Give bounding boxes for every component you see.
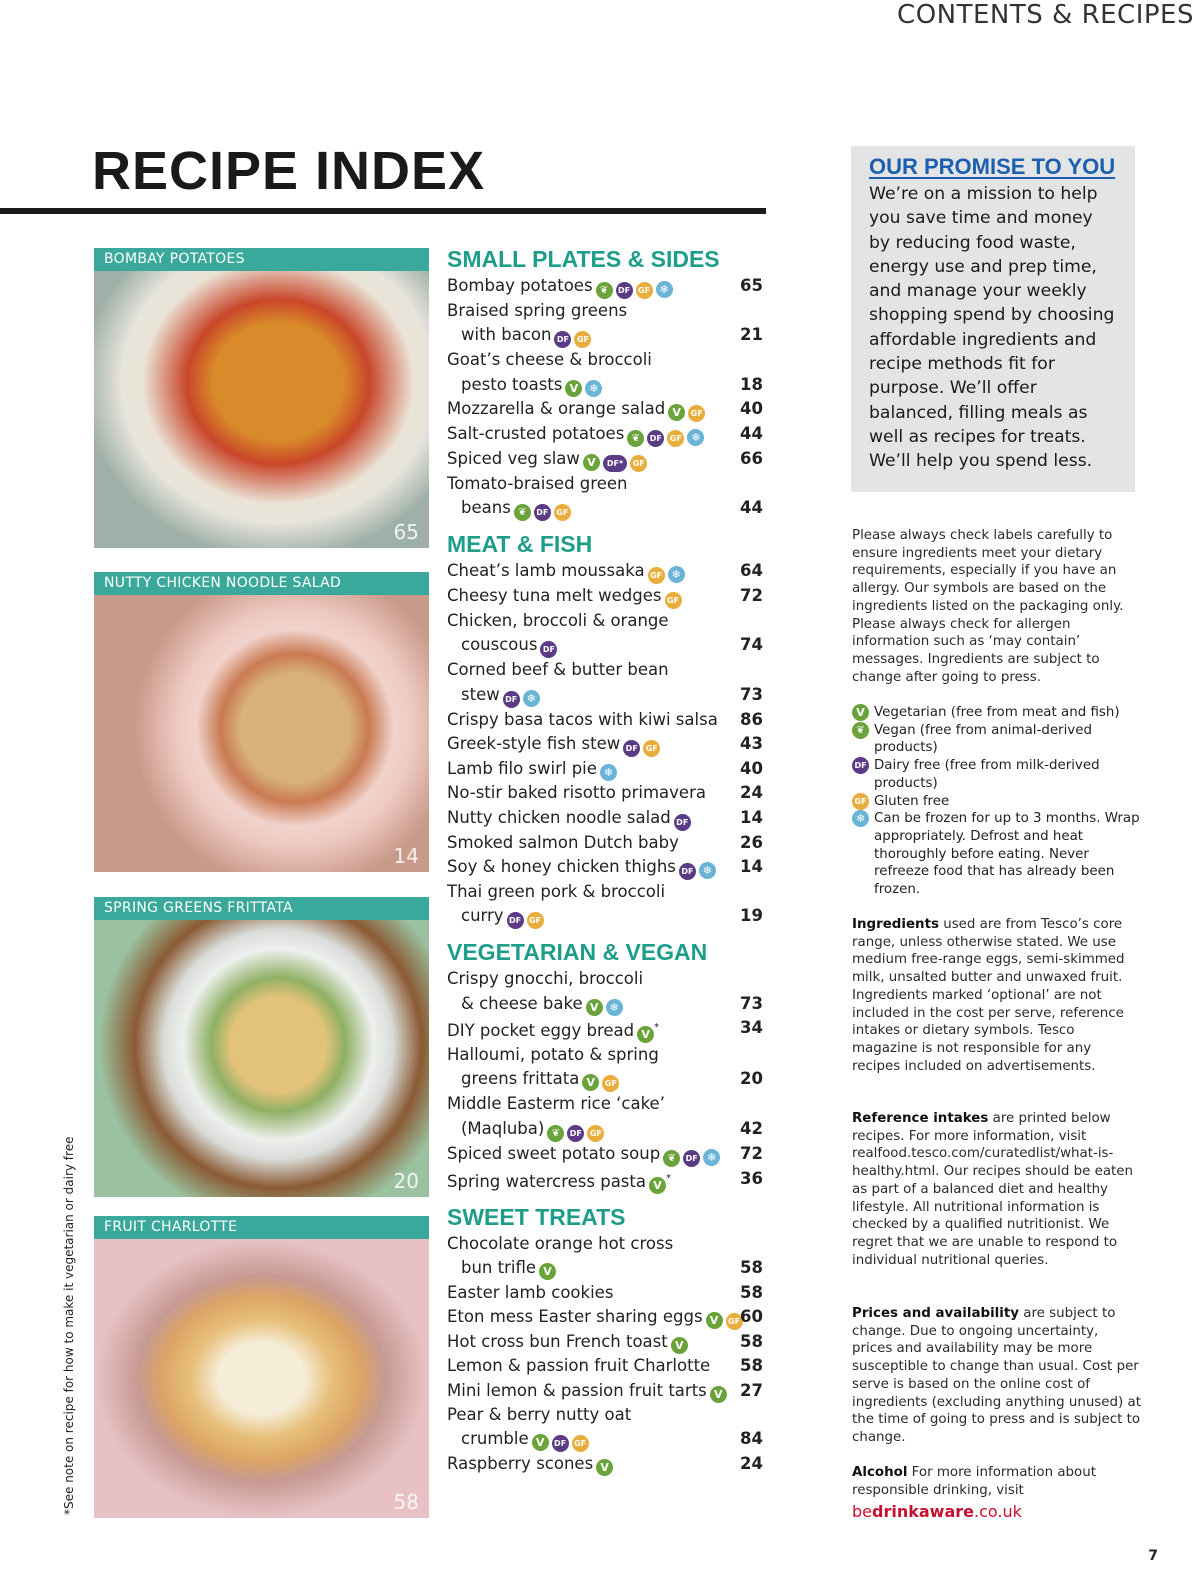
gluten-free-icon: GF (602, 1075, 619, 1092)
recipe-name: No-stir baked risotto primavera (447, 783, 706, 803)
recipe-name: Middle Easterm rice ‘cake’ (447, 1094, 665, 1114)
legend-text: Dairy free (free from milk-derived products) (874, 758, 1100, 791)
dairy-free-icon: DF (534, 504, 551, 521)
page-ref: 73 (740, 684, 763, 704)
gluten-free-icon: GF (643, 740, 660, 757)
recipe-entry (447, 658, 765, 682)
page-ref: 64 (740, 561, 763, 581)
dairy-free-icon: DF (683, 1150, 700, 1167)
alcohol-note (852, 1464, 1142, 1499)
page-ref: 44 (740, 498, 763, 518)
freezable-icon: ❄ (656, 281, 673, 298)
gluten-free-icon: GF (852, 793, 869, 810)
page-ref: 36 (740, 1168, 763, 1188)
page-title: RECIPE INDEX (92, 141, 486, 201)
recipe-name: beans (461, 498, 511, 518)
page-ref: 40 (740, 398, 763, 418)
food-image (94, 920, 429, 1197)
legend-item (852, 722, 1142, 757)
recipe-entry (447, 559, 765, 584)
recipe-entry (447, 683, 765, 708)
freezable-icon: ❄ (668, 566, 685, 583)
drinkaware-name: drinkaware (872, 1502, 974, 1521)
dairy-free-icon: DF (647, 430, 664, 447)
promise-body: We’re on a mission to help you save time and money by reducing food waste, energy use and prep time, and manage your weekly shopping spend by choosing affordable ingredients and recipe methods fit for purpose. We’ll offer balanced, filling meals as well as recipes for treats. We’ll help you spend less. (869, 184, 1115, 472)
vegetarian-icon: V (583, 454, 600, 471)
food-image (94, 271, 429, 548)
page-ref: 72 (740, 586, 763, 606)
gluten-free-icon: GF (574, 331, 591, 348)
recipe-name: Tomato-braised green (447, 473, 628, 493)
recipe-name: crumble (461, 1429, 529, 1449)
recipe-name: Nutty chicken noodle salad (447, 807, 671, 827)
freezable-icon: ❄ (600, 764, 617, 781)
recipe-entry (447, 967, 765, 991)
recipe-name: Raspberry scones (447, 1454, 594, 1474)
vegan-icon: ❦ (514, 504, 531, 521)
recipe-entry (447, 447, 765, 472)
dairy-free-icon: DF (623, 740, 640, 757)
recipe-section (447, 529, 765, 929)
recipe-entry (447, 1379, 765, 1403)
page-ref: 58 (740, 1282, 763, 1302)
drinkaware-domain: .co.uk (973, 1502, 1022, 1521)
recipe-entry (447, 299, 765, 323)
title-divider (0, 208, 766, 214)
recipe-name: Greek-style fish stew (447, 734, 621, 754)
freezable-icon: ❄ (585, 380, 602, 397)
recipe-entry (447, 609, 765, 633)
recipe-name: Smoked salmon Dutch baby (447, 832, 679, 852)
photo-spring-greens-frittata (94, 897, 429, 1197)
symbol-legend (852, 704, 1142, 899)
dairy-free-icon: DF* (603, 455, 627, 472)
recipe-name: couscous (461, 635, 538, 655)
recipe-entry (447, 781, 765, 805)
recipe-name: Soy & honey chicken thighs (447, 856, 676, 876)
recipe-name: with bacon (461, 325, 552, 345)
gluten-free-icon: GF (554, 504, 571, 521)
recipe-name: Mozzarella & orange salad (447, 398, 666, 418)
legend-item (852, 793, 1142, 811)
recipe-name: Salt-crusted potatoes (447, 423, 625, 443)
legend-text: Vegetarian (free from meat and fish) (874, 705, 1120, 720)
recipe-name: Cheat’s lamb moussaka (447, 561, 645, 581)
recipe-entry (447, 633, 765, 658)
page-ref: 14 (740, 856, 763, 876)
photo-bombay-potatoes (94, 248, 429, 548)
page-ref: 34 (740, 1017, 763, 1037)
page-ref: 66 (740, 448, 763, 468)
photo-page-number: 14 (393, 844, 419, 868)
recipe-entry (447, 831, 765, 855)
dairy-free-icon: DF (679, 863, 696, 880)
recipe-name: Pear & berry nutty oat (447, 1404, 632, 1424)
note-text: are subject to change. Due to ongoing uncertainty, prices and availability may be more susceptible to change than usual. Cost per serve is based on the online cost of ingredients (excluding anything unused) at the time of going to press and is subject to change. (852, 1306, 1141, 1445)
vegetarian-icon: V (649, 1177, 666, 1194)
page-ref: 24 (740, 1454, 763, 1474)
recipe-name: Crispy basa tacos with kiwi salsa (447, 709, 718, 729)
photo-fruit-charlotte (94, 1216, 429, 1518)
page-ref: 58 (740, 1356, 763, 1376)
recipe-entry (447, 373, 765, 397)
photo-label: BOMBAY POTATOES (94, 248, 429, 271)
recipe-entry (447, 732, 765, 757)
recipe-name: Spiced veg slaw (447, 448, 580, 468)
legend-item (852, 704, 1142, 722)
recipe-name: stew (461, 684, 500, 704)
note-heading: Alcohol (852, 1465, 908, 1480)
recipe-name: Mini lemon & passion fruit tarts (447, 1380, 707, 1400)
recipe-name: pesto toasts (461, 374, 563, 394)
recipe-name: Spring watercress pasta (447, 1171, 646, 1191)
recipe-entry (447, 1043, 765, 1067)
legend-text: Vegan (free from animal-derived products) (874, 722, 1092, 756)
page-ref: 27 (740, 1380, 763, 1400)
recipe-entry (447, 323, 765, 348)
recipe-entry (447, 904, 765, 929)
recipe-name: Easter lamb cookies (447, 1282, 614, 1302)
recipe-entry (447, 1354, 765, 1378)
recipe-entry (447, 855, 765, 880)
section-title: MEAT & FISH (447, 531, 593, 558)
freezable-icon: ❄ (699, 862, 716, 879)
vegetarian-icon: V (852, 704, 869, 721)
recipe-entry (447, 348, 765, 372)
page-ref: 42 (740, 1118, 763, 1138)
recipe-entry (447, 806, 765, 831)
recipe-section (447, 937, 765, 1194)
photo-nutty-chicken-noodle-salad (94, 572, 429, 872)
food-image (94, 1239, 429, 1518)
photo-label: FRUIT CHARLOTTE (94, 1216, 429, 1239)
legend-text: Gluten free (874, 793, 950, 809)
page-ref: 58 (740, 1258, 763, 1278)
recipe-entry (447, 1067, 765, 1092)
recipe-name: Lemon & passion fruit Charlotte (447, 1356, 711, 1376)
vegetarian-icon: V (668, 404, 685, 421)
recipe-name: greens frittata (461, 1069, 580, 1089)
recipe-entry (447, 1232, 765, 1256)
recipe-name: curry (461, 906, 504, 926)
page-ref: 86 (740, 709, 763, 729)
recipe-name: Hot cross bun French toast (447, 1331, 668, 1351)
ingredients-note (852, 916, 1142, 1075)
recipe-entry (447, 1452, 765, 1476)
vegetarian-icon: V (586, 999, 603, 1016)
recipe-entry (447, 1142, 765, 1167)
note-text: For more information about responsible drinking, visit (852, 1465, 1096, 1498)
vegetarian-icon: V (539, 1263, 556, 1280)
dairy-free-icon: DF (540, 641, 557, 658)
freezable-icon: ❄ (852, 810, 869, 827)
photo-label: NUTTY CHICKEN NOODLE SALAD (94, 572, 429, 595)
gluten-free-icon: GF (572, 1435, 589, 1452)
gluten-free-icon: GF (527, 912, 544, 929)
page-number: 7 (1148, 1548, 1158, 1564)
photo-page-number: 65 (393, 520, 419, 544)
recipe-name: Chicken, broccoli & orange (447, 611, 669, 631)
recipe-entry (447, 1305, 765, 1330)
drinkaware-be: be (852, 1502, 872, 1521)
photo-page-number: 58 (393, 1490, 419, 1514)
page-ref: 73 (740, 993, 763, 1013)
page-ref: 84 (740, 1429, 763, 1449)
recipe-name: Thai green pork & broccoli (447, 881, 666, 901)
recipe-name: Lamb filo swirl pie (447, 759, 597, 779)
recipe-name: Cheesy tuna melt wedges (447, 586, 662, 606)
note-heading: Ingredients (852, 917, 939, 932)
recipe-name: Corned beef & butter bean (447, 660, 669, 680)
recipe-entry (447, 397, 765, 422)
page-ref: 43 (740, 734, 763, 754)
note-text: are printed below recipes. For more information, visit realfood.tesco.com/curatedlist/what-is-healthy.html. Our recipes should be eaten as part of a balanced diet and healthy lifestyle. All nutritional information is checked by a qualified nutritionist. We regret that we are unable to respond to individual nutritional queries. (852, 1111, 1133, 1268)
recipe-entry (447, 1281, 765, 1305)
freezable-icon: ❄ (606, 999, 623, 1016)
recipe-name: Halloumi, potato & spring (447, 1045, 659, 1065)
vegan-icon: ❦ (596, 282, 613, 299)
prices-note (852, 1305, 1142, 1447)
section-title: SWEET TREATS (447, 1204, 626, 1231)
section-title: SMALL PLATES & SIDES (447, 246, 720, 272)
recipe-name: Chocolate orange hot cross (447, 1234, 674, 1254)
asterisk-note: * (665, 1172, 671, 1184)
freezable-icon: ❄ (703, 1149, 720, 1166)
gluten-free-icon: GF (726, 1313, 743, 1330)
dairy-free-icon: DF (616, 282, 633, 299)
page-ref: 20 (740, 1069, 763, 1089)
recipe-name: & cheese bake (461, 993, 583, 1013)
recipe-entry (447, 1403, 765, 1427)
gluten-free-icon: GF (665, 592, 682, 609)
vegetarian-icon: V (637, 1026, 654, 1043)
recipe-name: DIY pocket eggy bread (447, 1020, 635, 1040)
legend-item (852, 757, 1142, 792)
recipe-entry (447, 708, 765, 732)
vegetarian-icon: V (710, 1386, 727, 1403)
section-title: VEGETARIAN & VEGAN (447, 939, 708, 966)
page-ref: 40 (740, 759, 763, 779)
page-ref: 24 (740, 783, 763, 803)
dairy-free-icon: DF (503, 691, 520, 708)
dairy-free-icon: DF (554, 331, 571, 348)
page-ref: 60 (740, 1306, 763, 1326)
page-ref: 72 (740, 1143, 763, 1163)
dairy-free-icon: DF (552, 1435, 569, 1452)
recipe-entry (447, 422, 765, 447)
recipe-name: Spiced sweet potato soup (447, 1143, 661, 1163)
vegetarian-icon: V (671, 1337, 688, 1354)
note-heading: Reference intakes (852, 1111, 989, 1126)
gluten-free-icon: GF (648, 567, 665, 584)
recipe-name: Crispy gnocchi, broccoli (447, 969, 644, 989)
recipe-entry (447, 1092, 765, 1116)
vegetarian-icon: V (582, 1074, 599, 1091)
section-header: CONTENTS & RECIPES (897, 0, 1194, 30)
reference-note (852, 1110, 1142, 1269)
promise-box (851, 146, 1135, 492)
gluten-free-icon: GF (587, 1125, 604, 1142)
food-image (94, 595, 429, 872)
recipe-entry (447, 880, 765, 904)
note-text: used are from Tesco’s core range, unless otherwise stated. We use medium free-range eggs, semi-skimmed milk, unsalted butter and unwaxed fruit. Ingredients marked ‘optional’ are not included in the cost per serve, reference intakes or dietary symbols. Tesco magazine is not responsible for any recipes included on advertisements. (852, 917, 1125, 1074)
drinkaware-link[interactable] (852, 1502, 1022, 1521)
gluten-free-icon: GF (667, 430, 684, 447)
page-ref: 14 (740, 807, 763, 827)
recipe-entry (447, 992, 765, 1016)
gluten-free-icon: GF (636, 282, 653, 299)
page-ref: 19 (740, 906, 763, 926)
recipe-name: Bombay potatoes (447, 276, 593, 295)
dairy-free-icon: DF (852, 757, 869, 774)
recipe-name: Eton mess Easter sharing eggs (447, 1306, 703, 1326)
legend-text: Can be frozen for up to 3 months. Wrap appropriately. Defrost and heat thoroughly before eating. Never refreeze food that has already been frozen. (874, 811, 1140, 898)
promise-title: OUR PROMISE TO YOU (869, 154, 1116, 179)
photo-page-number: 20 (393, 1169, 419, 1193)
recipe-section (447, 1202, 765, 1476)
page-ref: 18 (740, 374, 763, 394)
recipe-entry (447, 1016, 765, 1043)
gluten-free-icon: GF (688, 405, 705, 422)
recipe-entry (447, 1256, 765, 1280)
page-ref: 74 (740, 635, 763, 655)
asterisk-note: * (654, 1021, 660, 1033)
recipe-entry (447, 1117, 765, 1142)
dairy-free-icon: DF (674, 814, 691, 831)
legend-item (852, 810, 1142, 899)
page-ref: 58 (740, 1331, 763, 1351)
note-heading: Prices and availability (852, 1306, 1019, 1321)
recipe-section (447, 244, 765, 521)
side-note: *See note on recipe for how to make it vegetarian or dairy free (62, 1136, 76, 1515)
page-ref: 65 (740, 276, 763, 295)
labels-note: Please always check labels carefully to ensure ingredients meet your dietary requirements, especially if you have an allergy. Our symbols are based on the ingredients listed on the packaging only. Please always check for allergen information such as ‘may contain’ messages. Ingredients are subject to change after going to press. (852, 528, 1124, 685)
recipe-name: (Maqluba) (461, 1118, 545, 1138)
dairy-free-icon: DF (507, 912, 524, 929)
vegan-icon: ❦ (852, 722, 869, 739)
vegetarian-icon: V (706, 1312, 723, 1329)
gluten-free-icon: GF (630, 455, 647, 472)
recipe-name: Goat’s cheese & broccoli (447, 350, 652, 370)
dairy-free-icon: DF (567, 1125, 584, 1142)
vegetarian-icon: V (596, 1459, 613, 1476)
vegetarian-icon: V (532, 1434, 549, 1451)
recipe-entry (447, 1427, 765, 1452)
recipe-entry (447, 1167, 765, 1194)
freezable-icon: ❄ (687, 429, 704, 446)
recipe-entry (447, 584, 765, 609)
recipe-entry (447, 496, 765, 521)
freezable-icon: ❄ (523, 690, 540, 707)
photo-label: SPRING GREENS FRITTATA (94, 897, 429, 920)
recipe-entry (447, 274, 765, 299)
recipe-name: bun trifle (461, 1258, 537, 1278)
recipe-entry (447, 472, 765, 496)
recipe-entry (447, 757, 765, 781)
vegetarian-icon: V (565, 380, 582, 397)
page-ref: 21 (740, 325, 763, 345)
recipe-entry (447, 1330, 765, 1354)
page-ref: 44 (740, 423, 763, 443)
page-ref: 26 (740, 832, 763, 852)
recipe-name: Braised spring greens (447, 301, 628, 320)
vegan-icon: ❦ (627, 430, 644, 447)
recipe-list (447, 244, 765, 1484)
vegan-icon: ❦ (663, 1150, 680, 1167)
vegan-icon: ❦ (547, 1125, 564, 1142)
